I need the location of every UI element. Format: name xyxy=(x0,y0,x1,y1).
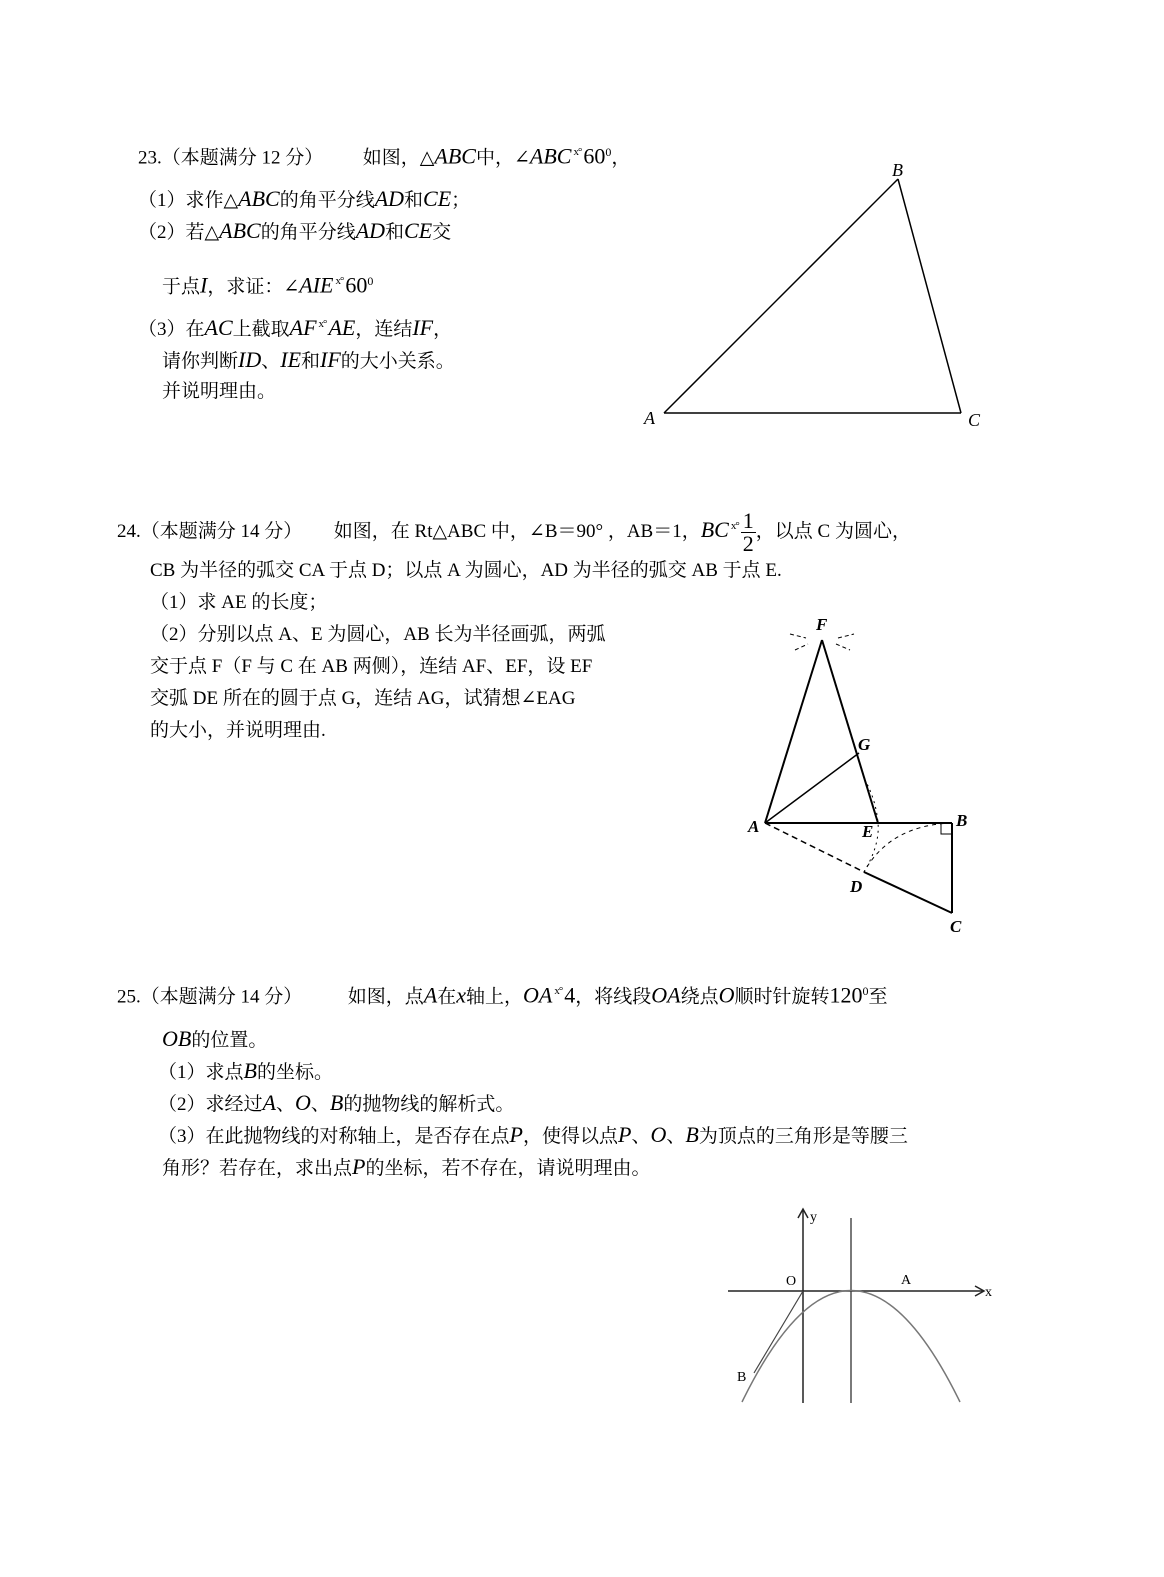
q24-label-b: B xyxy=(956,811,968,830)
q25-segment-ob xyxy=(754,1291,803,1373)
q25-part3-l1: （3）在此抛物线的对称轴上，是否存在点P，使得以点P、O、B为顶点的三角形是等腰三 xyxy=(158,1122,908,1147)
q23-label-a: A xyxy=(644,408,655,428)
q24-line-ef xyxy=(822,640,878,823)
q25-line-intro: 25.（本题满分 14 分） 如图，点A在x轴上，OA $^{x^\circ}$4，将线段OA绕点O顺时针旋转$120^0$至 xyxy=(117,982,888,1008)
q23-line-intro: 23.（本题满分 12 分） 如图，△ABC中，∠ABC $^{x^\circ}60^0$， xyxy=(138,143,631,169)
q23-part1: （1）求作△ABC的角平分线AD和CE； xyxy=(138,186,471,211)
q24-part2-l3: 交弧 DE 所在的圆于点 G，连结 AG，试猜想∠EAG xyxy=(150,688,576,709)
q24-label-d: D xyxy=(850,877,863,896)
q23-side-ab xyxy=(664,179,898,413)
q25-label-a: A xyxy=(901,1273,912,1288)
q25-part3-l2: 角形？若存在，求出点P的坐标，若不存在，请说明理由。 xyxy=(162,1154,651,1179)
q24-line-intro: 24.（本题满分 14 分） 如图，在 Rt△ABC 中，∠B＝90° ，AB＝1，BC $^{x^\circ}$ $\frac{1}{2}$ ，以点 C 为圆心， xyxy=(117,508,911,556)
q25-line2: OB的位置。 xyxy=(162,1026,268,1051)
q23-part3-line3: 并说明理由。 xyxy=(162,381,277,402)
q24-label-g: G xyxy=(858,735,871,754)
equal-glyph-icon: x° xyxy=(318,318,327,330)
q24-right-angle-mark xyxy=(941,823,952,834)
q24-part2-l1: （2）分别以点 A、E 为圆心，AB 长为半径画弧，两弧 xyxy=(150,624,606,645)
q25-label-b: B xyxy=(737,1370,747,1385)
q24-header: 24.（本题满分 14 分） xyxy=(117,520,303,542)
q25-label-o: O xyxy=(786,1274,797,1289)
q24-arc-f-left2 xyxy=(795,644,808,650)
q23-label-c: C xyxy=(968,410,981,430)
q24-label-c: C xyxy=(950,917,962,936)
q24-part2-l2: 交于点 F（F 与 C 在 AB 两侧），连结 AF、EF，设 EF xyxy=(150,656,593,677)
q23-header: 23.（本题满分 12 分） xyxy=(138,147,324,169)
q24-line-ad xyxy=(765,823,864,872)
q24-label-a: A xyxy=(748,817,760,836)
q24-fraction: $\frac{1}{2}$ xyxy=(742,508,754,556)
q23-side-bc xyxy=(898,179,961,413)
q24-figure xyxy=(740,610,990,940)
equal-glyph-icon: x° xyxy=(335,275,344,288)
q25-label-y: y xyxy=(810,1210,817,1225)
q23-part2-line2: 于点I，求证：∠AIE $^{x^\circ}60^0$ xyxy=(162,272,374,298)
q24-part2-l4: 的大小，并说明理由. xyxy=(150,720,326,741)
q24-arc-f-right xyxy=(838,634,854,638)
q24-arc-f-left xyxy=(790,634,806,638)
q24-line-af xyxy=(765,640,822,823)
q24-part1: （1）求 AE 的长度； xyxy=(150,592,328,613)
q24-label-f: F xyxy=(816,615,828,634)
equal-glyph-icon: x° xyxy=(554,985,563,998)
q24-arc-f-right2 xyxy=(836,644,850,650)
q23-triangle-figure xyxy=(630,150,990,440)
q24-arc-bd xyxy=(864,823,952,872)
q23-part3-line2: 请你判断ID、IE和IF的大小关系。 xyxy=(162,347,455,372)
q24-line-dc xyxy=(864,872,952,913)
q25-label-x: x xyxy=(985,1285,992,1300)
q24-line-ag xyxy=(765,753,859,823)
q23-part2: （2）若△ABC的角平分线AD和CE交 xyxy=(138,218,452,243)
q23-label-b: B xyxy=(892,160,903,180)
q25-header: 25.（本题满分 14 分） xyxy=(117,986,303,1008)
q24-line2: CB 为半径的弧交 CA 于点 D；以点 A 为圆心，AD 为半径的弧交 AB 于点 E. xyxy=(150,560,782,581)
q24-label-e: E xyxy=(862,822,874,841)
equal-glyph-icon: x° xyxy=(730,519,739,532)
q25-parabola-figure xyxy=(728,1205,998,1415)
equal-glyph-icon: x° xyxy=(573,146,582,159)
q23-part3: （3）在AC上截取AF $^{x^\circ}$AE，连结IF， xyxy=(138,315,453,340)
q25-part1: （1）求点B的坐标。 xyxy=(158,1058,333,1083)
q25-part2: （2）求经过A、O、B的抛物线的解析式。 xyxy=(158,1090,515,1115)
